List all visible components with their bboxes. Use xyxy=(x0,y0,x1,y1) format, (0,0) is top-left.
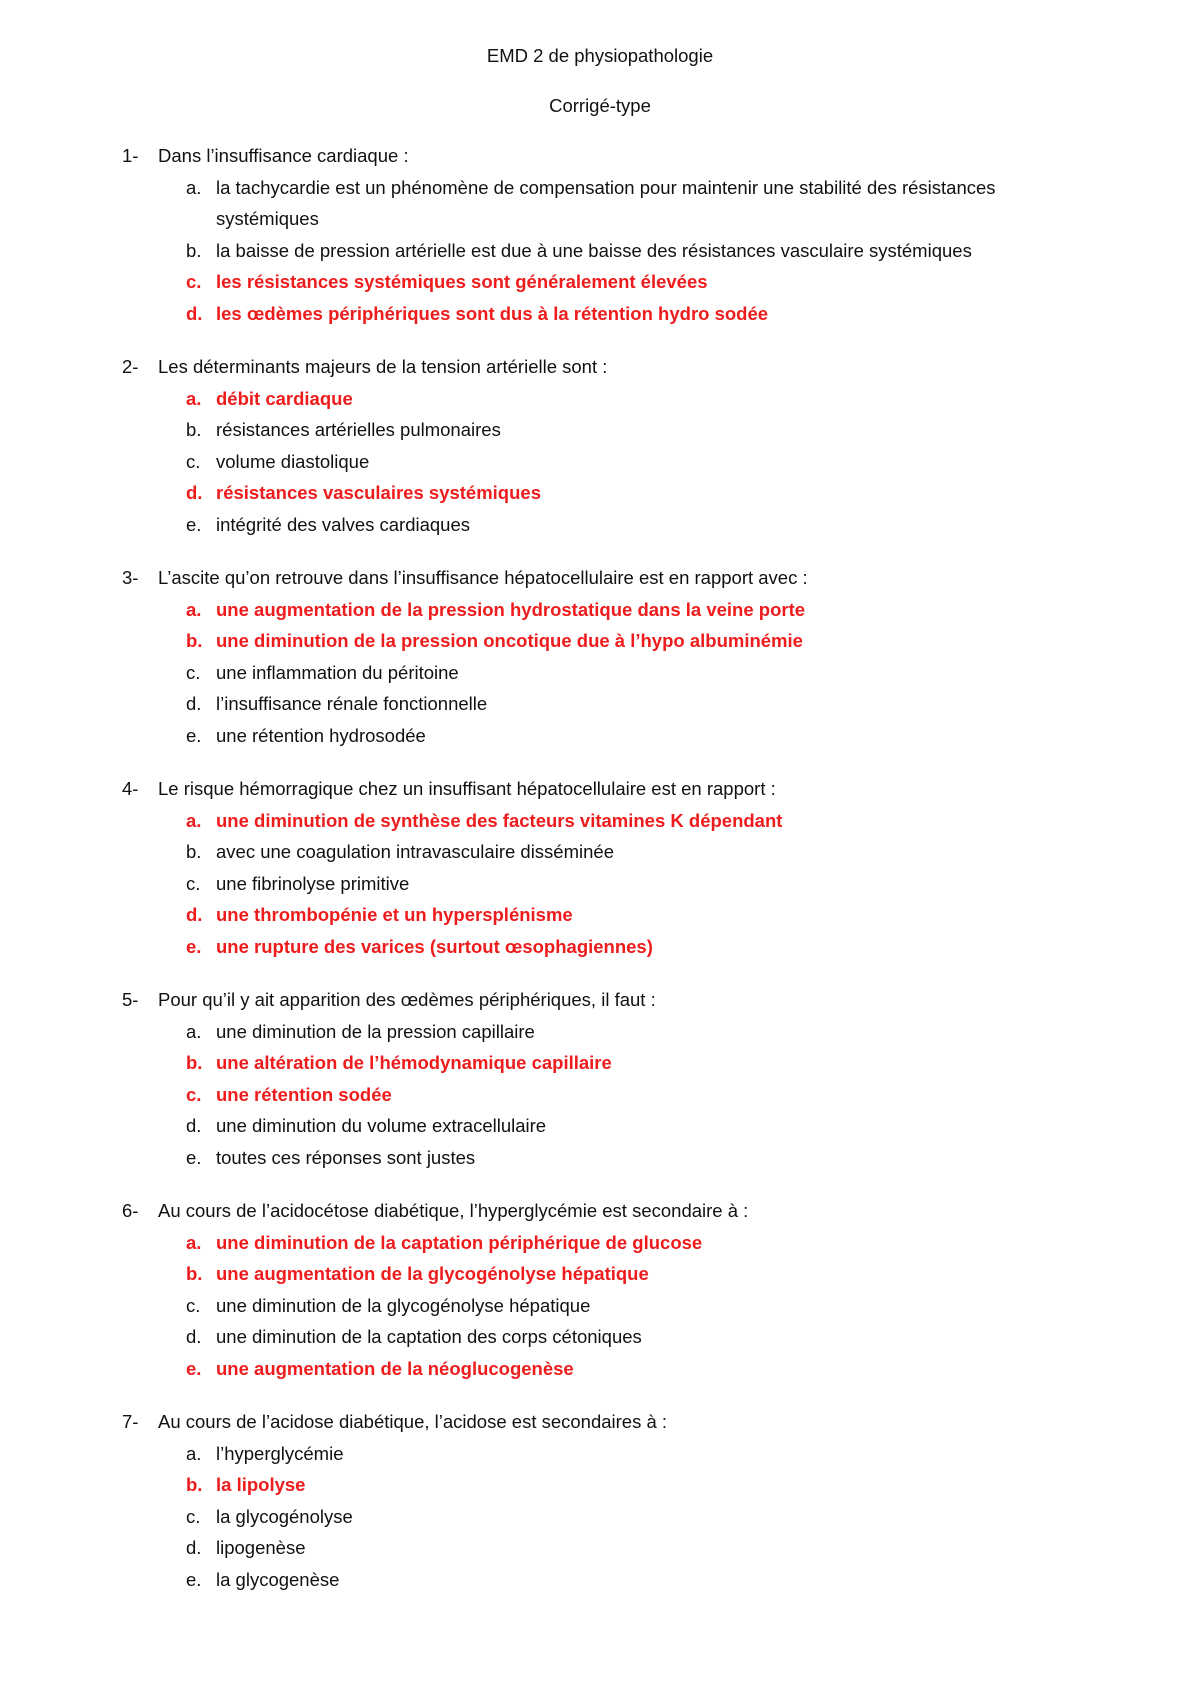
answer-list xyxy=(0,594,1200,752)
answer-letter: a. xyxy=(186,1020,202,1042)
question-number: 2- xyxy=(122,356,139,377)
answer-letter: b. xyxy=(186,630,203,651)
answer-text: une altération de l’hémodynamique capillaire xyxy=(216,1052,612,1073)
answer-item-correct xyxy=(0,1258,1200,1290)
answer-text: l’hyperglycémie xyxy=(216,1442,344,1464)
answer-text: lipogenèse xyxy=(216,1537,306,1558)
answer-letter: e. xyxy=(186,1146,202,1168)
question-text: Pour qu’il y ait apparition des œdèmes périphériques, il faut : xyxy=(158,989,656,1010)
answer-text: une thrombopénie et un hypersplénisme xyxy=(216,904,573,925)
answer-text: une augmentation de la glycogénolyse hépatique xyxy=(216,1263,649,1284)
answer-text: la tachycardie est un phénomène de compensation pour maintenir une stabilité des résistances systémiques xyxy=(216,176,996,229)
question-line xyxy=(0,773,1200,805)
answer-item-correct xyxy=(0,805,1200,837)
question-item xyxy=(0,140,1200,329)
answer-text: la lipolyse xyxy=(216,1474,306,1495)
answer-item-correct xyxy=(0,1047,1200,1079)
question-line xyxy=(0,140,1200,172)
answer-text: la glycogenèse xyxy=(216,1568,340,1590)
answer-text: une diminution de la captation périphérique de glucose xyxy=(216,1231,703,1253)
answer-letter: c. xyxy=(186,1505,201,1527)
answer-text: avec une coagulation intravasculaire disséminée xyxy=(216,841,614,862)
question-line xyxy=(0,562,1200,594)
question-item xyxy=(0,1195,1200,1384)
answer-letter: a. xyxy=(186,176,202,198)
answer-item-correct xyxy=(0,477,1200,509)
question-text: L’ascite qu’on retrouve dans l’insuffisance hépatocellulaire est en rapport avec : xyxy=(158,567,808,588)
question-text: Au cours de l’acidocétose diabétique, l’hyperglycémie est secondaire à : xyxy=(158,1200,749,1221)
answer-item xyxy=(0,1321,1200,1353)
answer-item xyxy=(0,1110,1200,1142)
question-text: Les déterminants majeurs de la tension artérielle sont : xyxy=(158,356,608,377)
answer-letter: a. xyxy=(186,809,202,831)
answer-text: une diminution de la pression capillaire xyxy=(216,1020,535,1042)
question-line xyxy=(0,351,1200,383)
question-item xyxy=(0,562,1200,751)
answer-item xyxy=(0,509,1200,541)
answer-letter: b. xyxy=(186,841,202,862)
question-line xyxy=(0,1406,1200,1438)
answer-letter: e. xyxy=(186,724,202,746)
answer-item-correct xyxy=(0,298,1200,330)
answer-list xyxy=(0,1438,1200,1596)
answer-text: la baisse de pression artérielle est due à une baisse des résistances vasculaire systémiques xyxy=(216,239,972,261)
answer-text: toutes ces réponses sont justes xyxy=(216,1146,476,1168)
answer-text: une rétention hydrosodée xyxy=(216,724,426,746)
answer-text: une inflammation du péritoine xyxy=(216,661,459,683)
answer-letter: e. xyxy=(186,1568,202,1590)
answer-item-correct xyxy=(0,266,1200,298)
answer-list xyxy=(0,383,1200,541)
answer-text: une diminution de la glycogénolyse hépatique xyxy=(216,1294,591,1316)
answer-text: une augmentation de la pression hydrostatique dans la veine porte xyxy=(216,598,806,620)
answer-text: une rupture des varices (surtout œsophagiennes) xyxy=(216,935,653,957)
answer-item xyxy=(0,836,1200,868)
answer-letter: d. xyxy=(186,482,203,503)
answer-item xyxy=(0,172,1200,235)
question-line xyxy=(0,1195,1200,1227)
question-number: 6- xyxy=(122,1200,139,1221)
answer-letter: d. xyxy=(186,1115,202,1136)
answer-letter: d. xyxy=(186,302,203,324)
answer-item-correct xyxy=(0,1469,1200,1501)
question-line xyxy=(0,984,1200,1016)
answer-item xyxy=(0,688,1200,720)
question-text: Au cours de l’acidose diabétique, l’acidose est secondaires à : xyxy=(158,1411,668,1432)
answer-list xyxy=(0,1227,1200,1385)
question-number: 1- xyxy=(122,145,139,166)
question-number: 5- xyxy=(122,989,139,1010)
answer-item xyxy=(0,1438,1200,1470)
answer-item xyxy=(0,235,1200,267)
answer-item xyxy=(0,414,1200,446)
question-text: Dans l’insuffisance cardiaque : xyxy=(158,145,409,166)
answer-letter: c. xyxy=(186,271,202,292)
answer-letter: d. xyxy=(186,904,203,925)
answer-text: une diminution du volume extracellulaire xyxy=(216,1115,547,1136)
document-subtitle: Corrigé-type xyxy=(549,95,651,116)
question-text: Le risque hémorragique chez un insuffisant hépatocellulaire est en rapport : xyxy=(158,778,776,799)
answer-letter: c. xyxy=(186,872,201,894)
answer-letter: e. xyxy=(186,1357,202,1379)
question-item xyxy=(0,773,1200,962)
answer-item xyxy=(0,1532,1200,1564)
question-item xyxy=(0,351,1200,540)
answer-list xyxy=(0,172,1200,330)
question-item xyxy=(0,1406,1200,1595)
answer-letter: a. xyxy=(186,1231,202,1253)
answer-list xyxy=(0,805,1200,963)
answer-letter: c. xyxy=(186,1083,202,1105)
answer-text: une diminution de la pression oncotique due à l’hypo albuminémie xyxy=(216,630,803,651)
answer-letter: b. xyxy=(186,1474,203,1495)
question-list xyxy=(0,140,1200,1595)
question-item xyxy=(0,984,1200,1173)
answer-letter: a. xyxy=(186,387,202,409)
answer-text: l’insuffisance rénale fonctionnelle xyxy=(216,693,488,714)
answer-letter: b. xyxy=(186,1263,203,1284)
answer-letter: e. xyxy=(186,513,202,535)
answer-letter: c. xyxy=(186,450,201,472)
answer-letter: b. xyxy=(186,239,202,261)
answer-text: les œdèmes périphériques sont dus à la rétention hydro sodée xyxy=(216,302,769,324)
question-number: 3- xyxy=(122,567,139,588)
answer-item xyxy=(0,1142,1200,1174)
answer-item-correct xyxy=(0,1079,1200,1111)
answer-letter: d. xyxy=(186,1326,202,1347)
answer-text: résistances vasculaires systémiques xyxy=(216,482,541,503)
answer-text: une diminution de synthèse des facteurs vitamines K dépendant xyxy=(216,809,783,831)
answer-text: résistances artérielles pulmonaires xyxy=(216,419,501,440)
answer-item-correct xyxy=(0,1353,1200,1385)
answer-item-correct xyxy=(0,931,1200,963)
answer-item-correct xyxy=(0,594,1200,626)
answer-letter: b. xyxy=(186,419,202,440)
answer-item xyxy=(0,720,1200,752)
answer-item xyxy=(0,1016,1200,1048)
answer-item xyxy=(0,1564,1200,1596)
answer-text: débit cardiaque xyxy=(216,387,353,409)
answer-item xyxy=(0,657,1200,689)
answer-item-correct xyxy=(0,383,1200,415)
answer-list xyxy=(0,1016,1200,1174)
answer-text: les résistances systémiques sont généralement élevées xyxy=(216,271,708,292)
answer-letter: c. xyxy=(186,661,201,683)
answer-text: intégrité des valves cardiaques xyxy=(216,513,471,535)
document-title: EMD 2 de physiopathologie xyxy=(486,45,714,66)
answer-item-correct xyxy=(0,899,1200,931)
answer-item xyxy=(0,1290,1200,1322)
answer-letter: a. xyxy=(186,1442,202,1464)
answer-letter: c. xyxy=(186,1294,201,1316)
answer-letter: d. xyxy=(186,693,202,714)
answer-text: une fibrinolyse primitive xyxy=(216,872,410,894)
answer-letter: b. xyxy=(186,1052,203,1073)
question-number: 7- xyxy=(122,1411,139,1432)
answer-text: une augmentation de la néoglucogenèse xyxy=(216,1357,574,1379)
answer-item-correct xyxy=(0,625,1200,657)
answer-item xyxy=(0,868,1200,900)
answer-letter: e. xyxy=(186,935,202,957)
answer-item xyxy=(0,1501,1200,1533)
answer-text: une rétention sodée xyxy=(216,1083,392,1105)
answer-text: une diminution de la captation des corps cétoniques xyxy=(216,1326,642,1347)
answer-letter: d. xyxy=(186,1537,202,1558)
answer-text: volume diastolique xyxy=(216,450,370,472)
answer-letter: a. xyxy=(186,598,202,620)
answer-item xyxy=(0,446,1200,478)
answer-item-correct xyxy=(0,1227,1200,1259)
question-number: 4- xyxy=(122,778,139,799)
answer-text: la glycogénolyse xyxy=(216,1505,353,1527)
